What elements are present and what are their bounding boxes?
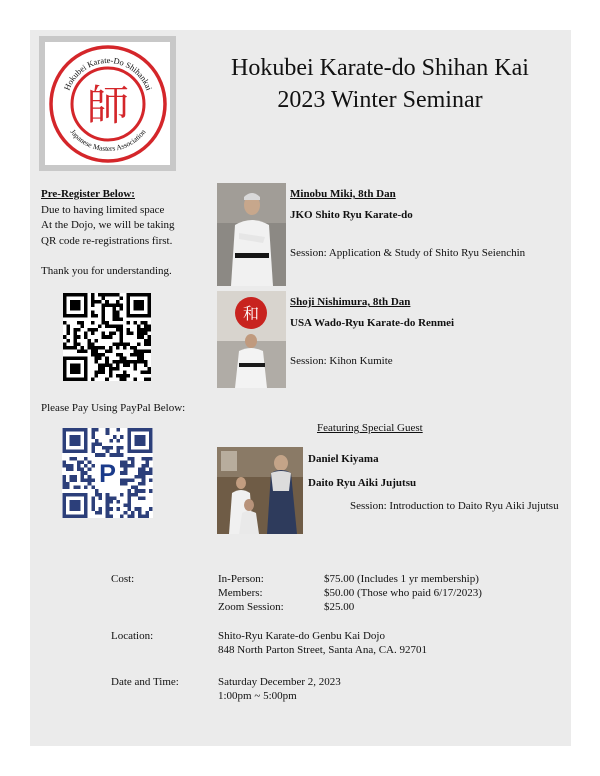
datetime-value [218,675,468,703]
instructor-2 [290,295,560,368]
pre-register-line: QR code re-registrations first. [41,234,173,247]
location-address [218,629,518,657]
logo-kanji: 師 [86,81,130,130]
registration-qr-code[interactable] [63,293,151,381]
datetime-label: Date and Time: [111,676,179,688]
guest-session: Session: Introduction to Daito Ryu Aiki Jujutsu [350,500,559,512]
cost-price: $25.00 [324,601,355,613]
instructor-photo-miki [217,183,286,286]
featuring-label: Featuring Special Guest [317,422,423,434]
instructor-2-org: USA Wado-Ryu Karate-do Renmei [290,317,455,329]
instructor-1-session: Session: Application & Study of Shito Ryu Seienchin [290,247,526,259]
pre-register-heading: Pre-Register Below: [41,188,135,200]
cost-types [218,572,328,614]
pre-register-block [41,187,201,280]
guest-photo-kiyama [217,447,303,534]
instructor-1 [290,187,560,260]
cost-price: $75.00 (Includes 1 yr membership) [324,573,479,585]
location-line-1: Shito-Ryu Karate-do Genbu Kai Dojo [218,630,385,642]
cost-price: $50.00 (Those who paid 6/17/2023) [324,587,482,599]
event-title [200,52,560,116]
paypal-logo-icon: P [99,460,116,488]
cost-prices [324,572,554,614]
pre-register-line: At the Dojo, we will be taking [41,219,175,231]
instructor-photo-nishimura [217,291,286,388]
guest-block [308,452,568,513]
cost-type: Zoom Session: [218,601,284,613]
location-line-2: 848 North Parton Street, Santa Ana, CA. 92701 [218,644,427,656]
paypal-label: Please Pay Using PayPal Below: [41,402,186,414]
guest-name: Daniel Kiyama [308,453,379,465]
cost-type: In-Person: [218,573,264,585]
thanks-text: Thank you for understanding. [41,265,172,277]
title-line-2: 2023 Winter Seminar [277,87,483,113]
photo-banner-kanji: 和 [242,304,260,323]
cost-label: Cost: [111,573,135,585]
paypal-qr-code[interactable] [62,428,153,518]
instructor-1-org: JKO Shito Ryu Karate-do [290,209,413,221]
instructor-2-session: Session: Kihon Kumite [290,355,393,367]
location-label: Location: [111,630,154,642]
date-text: Saturday December 2, 2023 [218,676,341,688]
cost-type: Members: [218,587,263,599]
guest-org: Daito Ryu Aiki Jujutsu [308,477,417,489]
pre-register-line: Due to having limited space [41,203,165,216]
shihankai-logo [45,42,170,165]
instructor-2-name: Shoji Nishimura, 8th Dan [290,296,411,308]
time-text: 1:00pm ~ 5:00pm [218,690,297,702]
logo-arc-bottom-text: Japanese Masters Association [68,127,148,154]
logo-arc-top-text: Hokubei Karate-Do Shihankai [62,55,154,92]
title-line-1: Hokubei Karate-do Shihan Kai [231,55,529,81]
instructor-1-name: Minobu Miki, 8th Dan [290,188,396,200]
